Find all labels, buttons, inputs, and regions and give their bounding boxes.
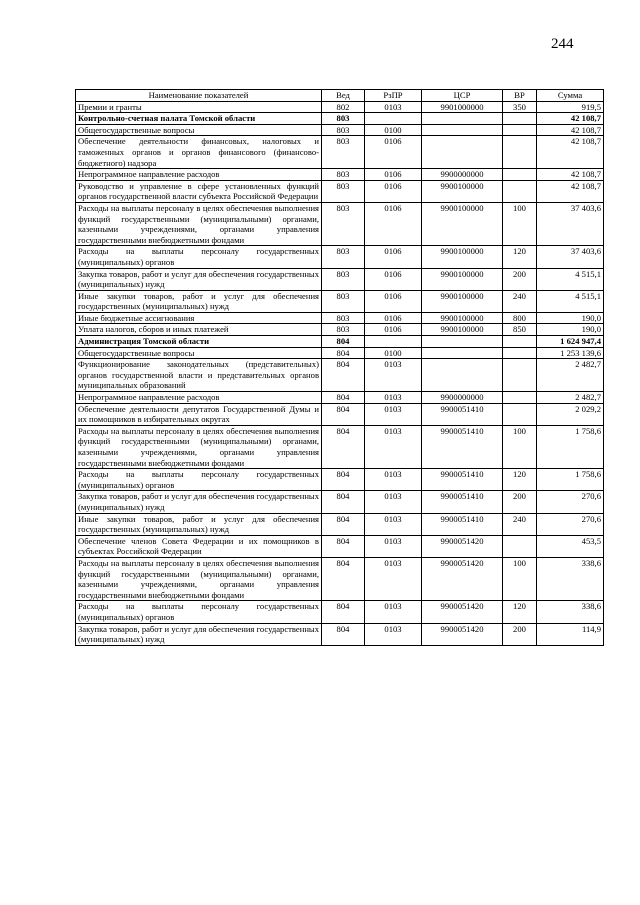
cell-ved: 803 [322, 312, 365, 324]
cell-sum: 37 403,6 [537, 202, 604, 245]
cell-ved: 804 [322, 336, 365, 348]
cell-rzpr: 0100 [365, 124, 422, 136]
cell-sum: 190,0 [537, 312, 604, 324]
cell-vr [503, 359, 537, 392]
cell-ved: 804 [322, 425, 365, 468]
cell-ved: 804 [322, 347, 365, 359]
header-sum: Сумма [537, 90, 604, 102]
cell-name: Контрольно-счетная палата Томской области [76, 113, 322, 125]
cell-sum: 190,0 [537, 324, 604, 336]
cell-rzpr: 0103 [365, 557, 422, 600]
cell-vr: 100 [503, 425, 537, 468]
table-row [76, 601, 604, 623]
cell-ved: 804 [322, 403, 365, 425]
cell-rzpr: 0106 [365, 202, 422, 245]
cell-csr: 9900100000 [422, 290, 503, 312]
cell-name: Расходы на выплаты персоналу в целях обеспечения выполнения функций государственными (муниципальными) органами, казенными учреждениями, органами управления государственными внебюджетными фондами [76, 425, 322, 468]
cell-name: Расходы на выплаты персоналу государственных (муниципальных) органов [76, 246, 322, 268]
cell-rzpr: 0103 [365, 392, 422, 404]
cell-vr: 120 [503, 601, 537, 623]
cell-csr: 9900051420 [422, 535, 503, 557]
cell-name: Иные закупки товаров, работ и услуг для обеспечения государственных (муниципальных) нужд [76, 290, 322, 312]
cell-name: Расходы на выплаты персоналу в целях обеспечения выполнения функций государственными (муниципальными) органами, казенными учреждениями, органами управления государственными внебюджетными фондами [76, 202, 322, 245]
cell-sum: 42 108,7 [537, 169, 604, 181]
cell-csr [422, 359, 503, 392]
cell-ved: 803 [322, 246, 365, 268]
cell-vr: 240 [503, 513, 537, 535]
cell-ved: 803 [322, 124, 365, 136]
cell-rzpr: 0106 [365, 136, 422, 169]
table-row [76, 491, 604, 513]
cell-csr [422, 136, 503, 169]
cell-rzpr: 0103 [365, 513, 422, 535]
table-row [76, 169, 604, 181]
cell-name: Премии и гранты [76, 101, 322, 113]
table-row [76, 113, 604, 125]
table-row [76, 290, 604, 312]
cell-csr [422, 124, 503, 136]
cell-ved: 803 [322, 202, 365, 245]
cell-sum: 2 482,7 [537, 359, 604, 392]
cell-vr: 200 [503, 268, 537, 290]
cell-sum: 114,9 [537, 623, 604, 645]
cell-name: Уплата налогов, сборов и иных платежей [76, 324, 322, 336]
cell-ved: 803 [322, 169, 365, 181]
table-row [76, 101, 604, 113]
cell-sum: 42 108,7 [537, 180, 604, 202]
cell-name: Обеспечение деятельности финансовых, налоговых и таможенных органов и органов финансового (финансово-бюджетного) надзора [76, 136, 322, 169]
cell-vr: 850 [503, 324, 537, 336]
cell-rzpr: 0106 [365, 312, 422, 324]
table-row [76, 268, 604, 290]
cell-csr: 9900100000 [422, 202, 503, 245]
cell-vr [503, 169, 537, 181]
cell-csr [422, 113, 503, 125]
cell-rzpr [365, 336, 422, 348]
header-vr: ВР [503, 90, 537, 102]
cell-ved: 803 [322, 324, 365, 336]
table-header-row [76, 90, 604, 102]
cell-csr [422, 336, 503, 348]
cell-ved: 804 [322, 392, 365, 404]
cell-ved: 803 [322, 136, 365, 169]
cell-vr [503, 136, 537, 169]
cell-csr: 9900100000 [422, 246, 503, 268]
cell-csr: 9900100000 [422, 324, 503, 336]
cell-vr: 100 [503, 202, 537, 245]
cell-ved: 804 [322, 359, 365, 392]
table-row [76, 246, 604, 268]
cell-sum: 270,6 [537, 491, 604, 513]
cell-ved: 803 [322, 180, 365, 202]
cell-csr: 9900051410 [422, 403, 503, 425]
cell-name: Руководство и управление в сфере установленных функций органов государственной власти субъекта Российской Федерации [76, 180, 322, 202]
cell-vr: 350 [503, 101, 537, 113]
cell-ved: 803 [322, 268, 365, 290]
cell-sum: 4 515,1 [537, 268, 604, 290]
cell-name: Непрограммное направление расходов [76, 392, 322, 404]
cell-name: Функционирование законодательных (представительных) органов государственной власти и представительных органов муниципальных образований [76, 359, 322, 392]
cell-rzpr: 0103 [365, 535, 422, 557]
table-row [76, 535, 604, 557]
cell-ved: 803 [322, 113, 365, 125]
cell-name: Общегосударственные вопросы [76, 347, 322, 359]
cell-ved: 804 [322, 491, 365, 513]
cell-ved: 803 [322, 290, 365, 312]
cell-csr: 9900100000 [422, 268, 503, 290]
cell-csr: 9900051420 [422, 601, 503, 623]
cell-sum: 42 108,7 [537, 136, 604, 169]
cell-rzpr: 0103 [365, 425, 422, 468]
cell-sum: 1 758,6 [537, 425, 604, 468]
cell-csr: 9900051420 [422, 623, 503, 645]
cell-ved: 804 [322, 513, 365, 535]
cell-csr: 9900051420 [422, 557, 503, 600]
cell-sum: 453,5 [537, 535, 604, 557]
table-row [76, 324, 604, 336]
cell-sum: 42 108,7 [537, 124, 604, 136]
cell-rzpr: 0103 [365, 469, 422, 491]
cell-rzpr: 0103 [365, 601, 422, 623]
cell-rzpr: 0103 [365, 403, 422, 425]
cell-name: Закупка товаров, работ и услуг для обеспечения государственных (муниципальных) нужд [76, 491, 322, 513]
cell-csr: 9900100000 [422, 180, 503, 202]
table-row [76, 136, 604, 169]
cell-name: Закупка товаров, работ и услуг для обеспечения государственных (муниципальных) нужд [76, 268, 322, 290]
table-row [76, 623, 604, 645]
header-rzpr: РзПР [365, 90, 422, 102]
cell-vr [503, 124, 537, 136]
table-row [76, 403, 604, 425]
cell-sum: 1 758,6 [537, 469, 604, 491]
cell-vr [503, 403, 537, 425]
cell-sum: 4 515,1 [537, 290, 604, 312]
table-row [76, 124, 604, 136]
table-row [76, 392, 604, 404]
cell-rzpr: 0103 [365, 359, 422, 392]
cell-name: Общегосударственные вопросы [76, 124, 322, 136]
table-row [76, 425, 604, 468]
table-row [76, 202, 604, 245]
cell-csr [422, 347, 503, 359]
table-row [76, 469, 604, 491]
cell-name: Расходы на выплаты персоналу государственных (муниципальных) органов [76, 601, 322, 623]
cell-rzpr: 0103 [365, 623, 422, 645]
table-row [76, 347, 604, 359]
cell-sum: 919,5 [537, 101, 604, 113]
cell-vr [503, 347, 537, 359]
header-name: Наименование показателей [76, 90, 322, 102]
cell-vr: 200 [503, 491, 537, 513]
budget-table [75, 89, 604, 646]
cell-vr: 800 [503, 312, 537, 324]
cell-name: Обеспечение деятельности депутатов Государственной Думы и их помощников в избирательных округах [76, 403, 322, 425]
cell-name: Расходы на выплаты персоналу государственных (муниципальных) органов [76, 469, 322, 491]
cell-rzpr: 0100 [365, 347, 422, 359]
cell-sum: 1 253 139,6 [537, 347, 604, 359]
cell-vr: 200 [503, 623, 537, 645]
cell-name: Администрация Томской области [76, 336, 322, 348]
table-row [76, 336, 604, 348]
cell-sum: 338,6 [537, 557, 604, 600]
cell-name: Закупка товаров, работ и услуг для обеспечения государственных (муниципальных) нужд [76, 623, 322, 645]
cell-vr: 120 [503, 469, 537, 491]
cell-vr [503, 113, 537, 125]
cell-rzpr: 0106 [365, 324, 422, 336]
cell-rzpr: 0106 [365, 180, 422, 202]
cell-csr: 9900051410 [422, 469, 503, 491]
table-row [76, 359, 604, 392]
cell-sum: 2 482,7 [537, 392, 604, 404]
cell-name: Иные бюджетные ассигнования [76, 312, 322, 324]
cell-csr: 9900051410 [422, 513, 503, 535]
cell-vr [503, 392, 537, 404]
cell-name: Обеспечение членов Совета Федерации и их помощников в субъектах Российской Федерации [76, 535, 322, 557]
page-number: 244 [551, 36, 574, 52]
table-row [76, 557, 604, 600]
cell-vr [503, 180, 537, 202]
cell-sum: 338,6 [537, 601, 604, 623]
table-body [76, 101, 604, 645]
cell-ved: 804 [322, 623, 365, 645]
cell-vr [503, 336, 537, 348]
cell-vr: 100 [503, 557, 537, 600]
cell-rzpr: 0106 [365, 268, 422, 290]
cell-sum: 2 029,2 [537, 403, 604, 425]
table-row [76, 312, 604, 324]
cell-name: Непрограммное направление расходов [76, 169, 322, 181]
cell-ved: 802 [322, 101, 365, 113]
cell-rzpr: 0106 [365, 290, 422, 312]
cell-ved: 804 [322, 469, 365, 491]
cell-rzpr: 0106 [365, 246, 422, 268]
cell-sum: 37 403,6 [537, 246, 604, 268]
header-csr: ЦСР [422, 90, 503, 102]
cell-ved: 804 [322, 535, 365, 557]
cell-csr: 9900051410 [422, 425, 503, 468]
cell-ved: 804 [322, 557, 365, 600]
cell-rzpr: 0103 [365, 101, 422, 113]
cell-csr: 9901000000 [422, 101, 503, 113]
cell-csr: 9900000000 [422, 169, 503, 181]
header-ved: Вед [322, 90, 365, 102]
cell-csr: 9900100000 [422, 312, 503, 324]
cell-name: Иные закупки товаров, работ и услуг для обеспечения государственных (муниципальных) нужд [76, 513, 322, 535]
cell-vr [503, 535, 537, 557]
cell-sum: 42 108,7 [537, 113, 604, 125]
cell-rzpr: 0103 [365, 491, 422, 513]
cell-sum: 1 624 947,4 [537, 336, 604, 348]
cell-ved: 804 [322, 601, 365, 623]
cell-vr: 240 [503, 290, 537, 312]
cell-vr: 120 [503, 246, 537, 268]
cell-rzpr: 0106 [365, 169, 422, 181]
cell-name: Расходы на выплаты персоналу в целях обеспечения выполнения функций государственными (муниципальными) органами, казенными учреждениями, органами управления государственными внебюджетными фондами [76, 557, 322, 600]
cell-csr: 9900051410 [422, 491, 503, 513]
cell-sum: 270,6 [537, 513, 604, 535]
cell-rzpr [365, 113, 422, 125]
cell-csr: 9900000000 [422, 392, 503, 404]
table-row [76, 513, 604, 535]
table-row [76, 180, 604, 202]
